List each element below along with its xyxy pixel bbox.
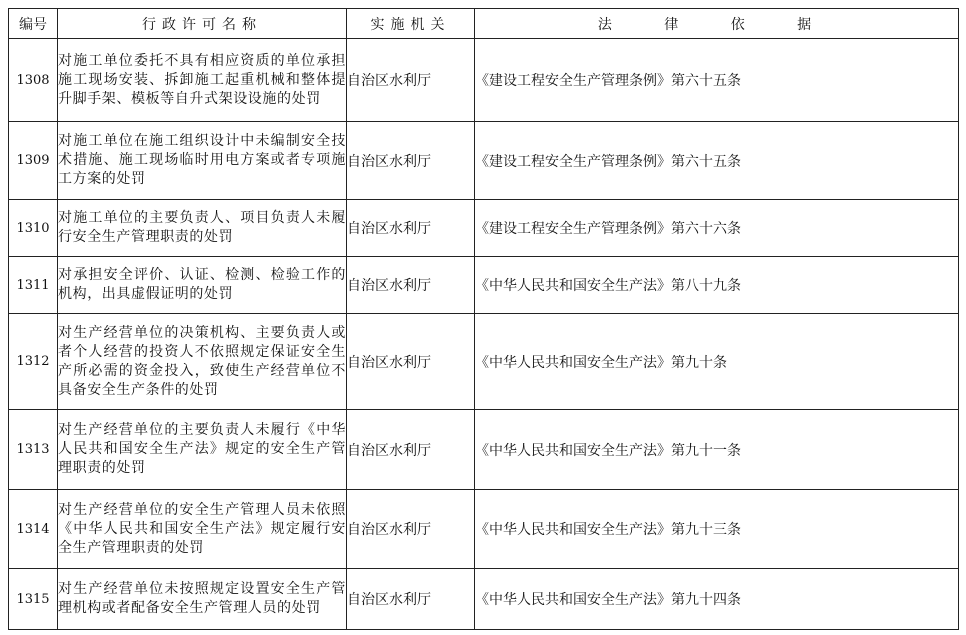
row-agency: 自治区水利厅 (347, 200, 475, 257)
table-row (9, 122, 959, 200)
header-basis: 法 律 依 据 (475, 9, 959, 39)
header-name: 行政许可名称 (58, 9, 347, 39)
row-legal-basis: 《建设工程安全生产管理条例》第六十六条 (475, 200, 959, 257)
row-agency: 自治区水利厅 (347, 490, 475, 569)
table-row (9, 200, 959, 257)
table-row (9, 314, 959, 410)
row-number: 1311 (9, 257, 58, 314)
row-legal-basis: 《建设工程安全生产管理条例》第六十五条 (475, 122, 959, 200)
table-row (9, 257, 959, 314)
row-permit-name: 对生产经营单位未按照规定设置安全生产管理机构或者配备安全生产管理人员的处罚 (58, 569, 347, 630)
row-legal-basis: 《中华人民共和国安全生产法》第八十九条 (475, 257, 959, 314)
table-row (9, 410, 959, 490)
row-legal-basis: 《中华人民共和国安全生产法》第九十一条 (475, 410, 959, 490)
row-permit-name: 对生产经营单位的主要负责人未履行《中华人民共和国安全生产法》规定的安全生产管理职责的处罚 (58, 410, 347, 490)
row-permit-name: 对生产经营单位的安全生产管理人员未依照《中华人民共和国安全生产法》规定履行安全生产管理职责的处罚 (58, 490, 347, 569)
row-number: 1310 (9, 200, 58, 257)
row-permit-name: 对施工单位委托不具有相应资质的单位承担施工现场安装、拆卸施工起重机械和整体提升脚手架、模板等自升式架设设施的处罚 (58, 39, 347, 122)
row-permit-name: 对生产经营单位的决策机构、主要负责人或者个人经营的投资人不依照规定保证安全生产所必需的资金投入，致使生产经营单位不具备安全生产条件的处罚 (58, 314, 347, 410)
row-number: 1309 (9, 122, 58, 200)
header-agency: 实施机关 (347, 9, 475, 39)
row-permit-name: 对施工单位的主要负责人、项目负责人未履行安全生产管理职责的处罚 (58, 200, 347, 257)
table-row (9, 490, 959, 569)
row-agency: 自治区水利厅 (347, 314, 475, 410)
row-number: 1315 (9, 569, 58, 630)
row-permit-name: 对施工单位在施工组织设计中未编制安全技术措施、施工现场临时用电方案或者专项施工方案的处罚 (58, 122, 347, 200)
row-agency: 自治区水利厅 (347, 39, 475, 122)
row-legal-basis: 《中华人民共和国安全生产法》第九十条 (475, 314, 959, 410)
row-number: 1314 (9, 490, 58, 569)
row-number: 1308 (9, 39, 58, 122)
row-number: 1312 (9, 314, 58, 410)
row-legal-basis: 《建设工程安全生产管理条例》第六十五条 (475, 39, 959, 122)
row-agency: 自治区水利厅 (347, 410, 475, 490)
header-number: 编号 (9, 9, 58, 39)
table-row (9, 39, 959, 122)
row-agency: 自治区水利厅 (347, 122, 475, 200)
permits-table (8, 8, 959, 630)
row-agency: 自治区水利厅 (347, 257, 475, 314)
row-legal-basis: 《中华人民共和国安全生产法》第九十三条 (475, 490, 959, 569)
row-agency: 自治区水利厅 (347, 569, 475, 630)
row-number: 1313 (9, 410, 58, 490)
table-header-row (9, 9, 959, 39)
row-legal-basis: 《中华人民共和国安全生产法》第九十四条 (475, 569, 959, 630)
table-row (9, 569, 959, 630)
row-permit-name: 对承担安全评价、认证、检测、检验工作的机构，出具虚假证明的处罚 (58, 257, 347, 314)
